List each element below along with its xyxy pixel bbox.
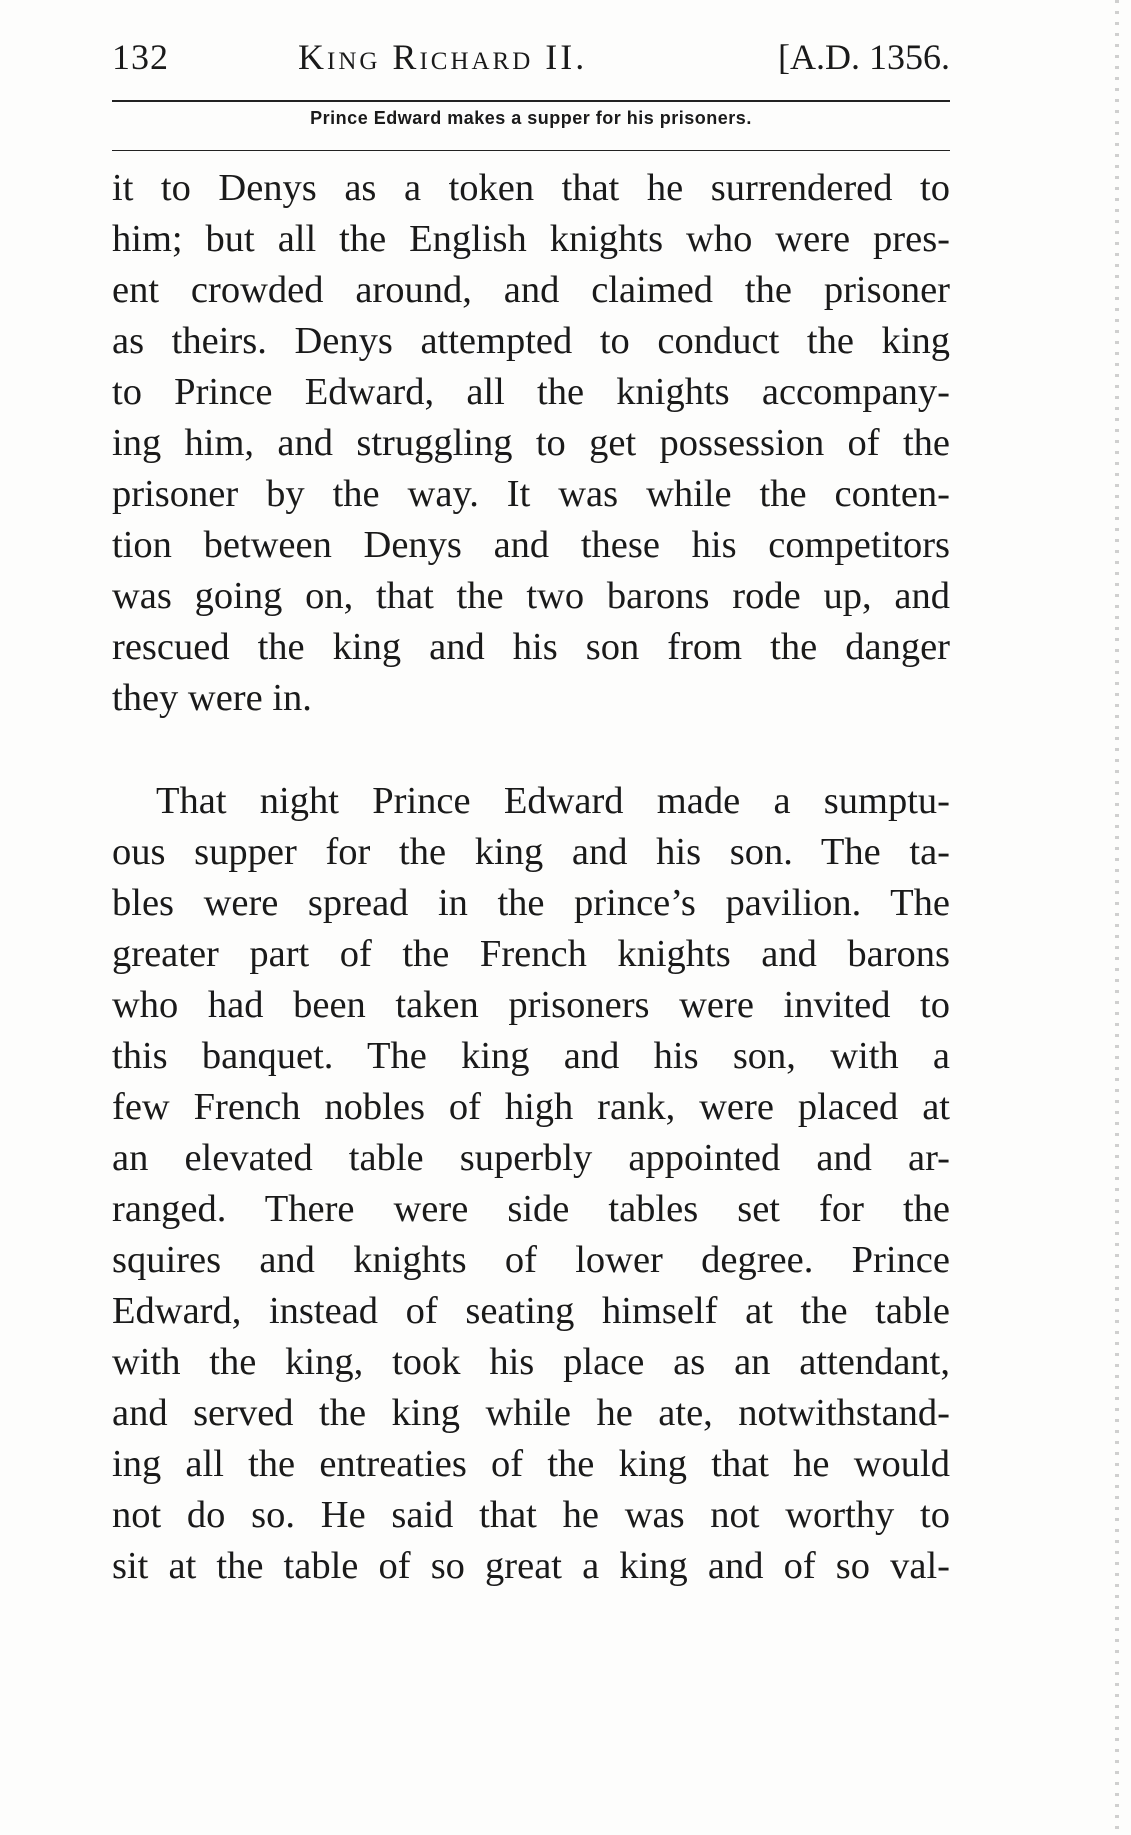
header-rule-bottom <box>112 150 950 151</box>
text-line: rescued the king and his son from the danger <box>112 626 950 668</box>
text-line: as theirs. Denys attempted to conduct the king <box>112 320 950 362</box>
text-line: bles were spread in the prince’s pavilion. The <box>112 882 950 924</box>
paragraph-1 <box>112 163 950 724</box>
text-line: who had been taken prisoners were invited to <box>112 984 950 1026</box>
text-line: greater part of the French knights and barons <box>112 933 950 975</box>
running-date: [A.D. 1356. <box>778 37 950 77</box>
header-rule-top <box>112 100 950 102</box>
text-line: squires and knights of lower degree. Prince <box>112 1239 950 1281</box>
page-number: 132 <box>112 37 169 77</box>
text-line: ing him, and struggling to get possession of the <box>112 422 950 464</box>
text-line: with the king, took his place as an attendant, <box>112 1341 950 1383</box>
running-title: King Richard II. <box>298 37 588 77</box>
text-line: ent crowded around, and claimed the prisoner <box>112 269 950 311</box>
paragraph-2 <box>112 776 950 1592</box>
text-line: tion between Denys and these his competitors <box>112 524 950 566</box>
text-line: and served the king while he ate, notwithstand- <box>112 1392 950 1434</box>
text-line: not do so. He said that he was not worthy to <box>112 1494 950 1536</box>
text-line: Edward, instead of seating himself at the table <box>112 1290 950 1332</box>
text-line: to Prince Edward, all the knights accompany- <box>112 371 950 413</box>
text-line: ous supper for the king and his son. The ta- <box>112 831 950 873</box>
text-line: few French nobles of high rank, were placed at <box>112 1086 950 1128</box>
text-line: they were in. <box>112 677 312 719</box>
text-line: it to Denys as a token that he surrendered to <box>112 167 950 209</box>
text-line: sit at the table of so great a king and of so val- <box>112 1545 950 1587</box>
scan-edge-artifact <box>1115 0 1119 1835</box>
text-line: this banquet. The king and his son, with a <box>112 1035 950 1077</box>
text-line: an elevated table superbly appointed and ar- <box>112 1137 950 1179</box>
text-line: ranged. There were side tables set for the <box>112 1188 950 1230</box>
text-line: was going on, that the two barons rode up, and <box>112 575 950 617</box>
text-line: him; but all the English knights who were pres- <box>112 218 950 260</box>
text-line: prisoner by the way. It was while the conten- <box>112 473 950 515</box>
text-line: ing all the entreaties of the king that he would <box>112 1443 950 1485</box>
page-subtitle: Prince Edward makes a supper for his prisoners. <box>310 108 752 128</box>
text-line: That night Prince Edward made a sumptu- <box>156 780 950 822</box>
running-header <box>112 28 950 88</box>
